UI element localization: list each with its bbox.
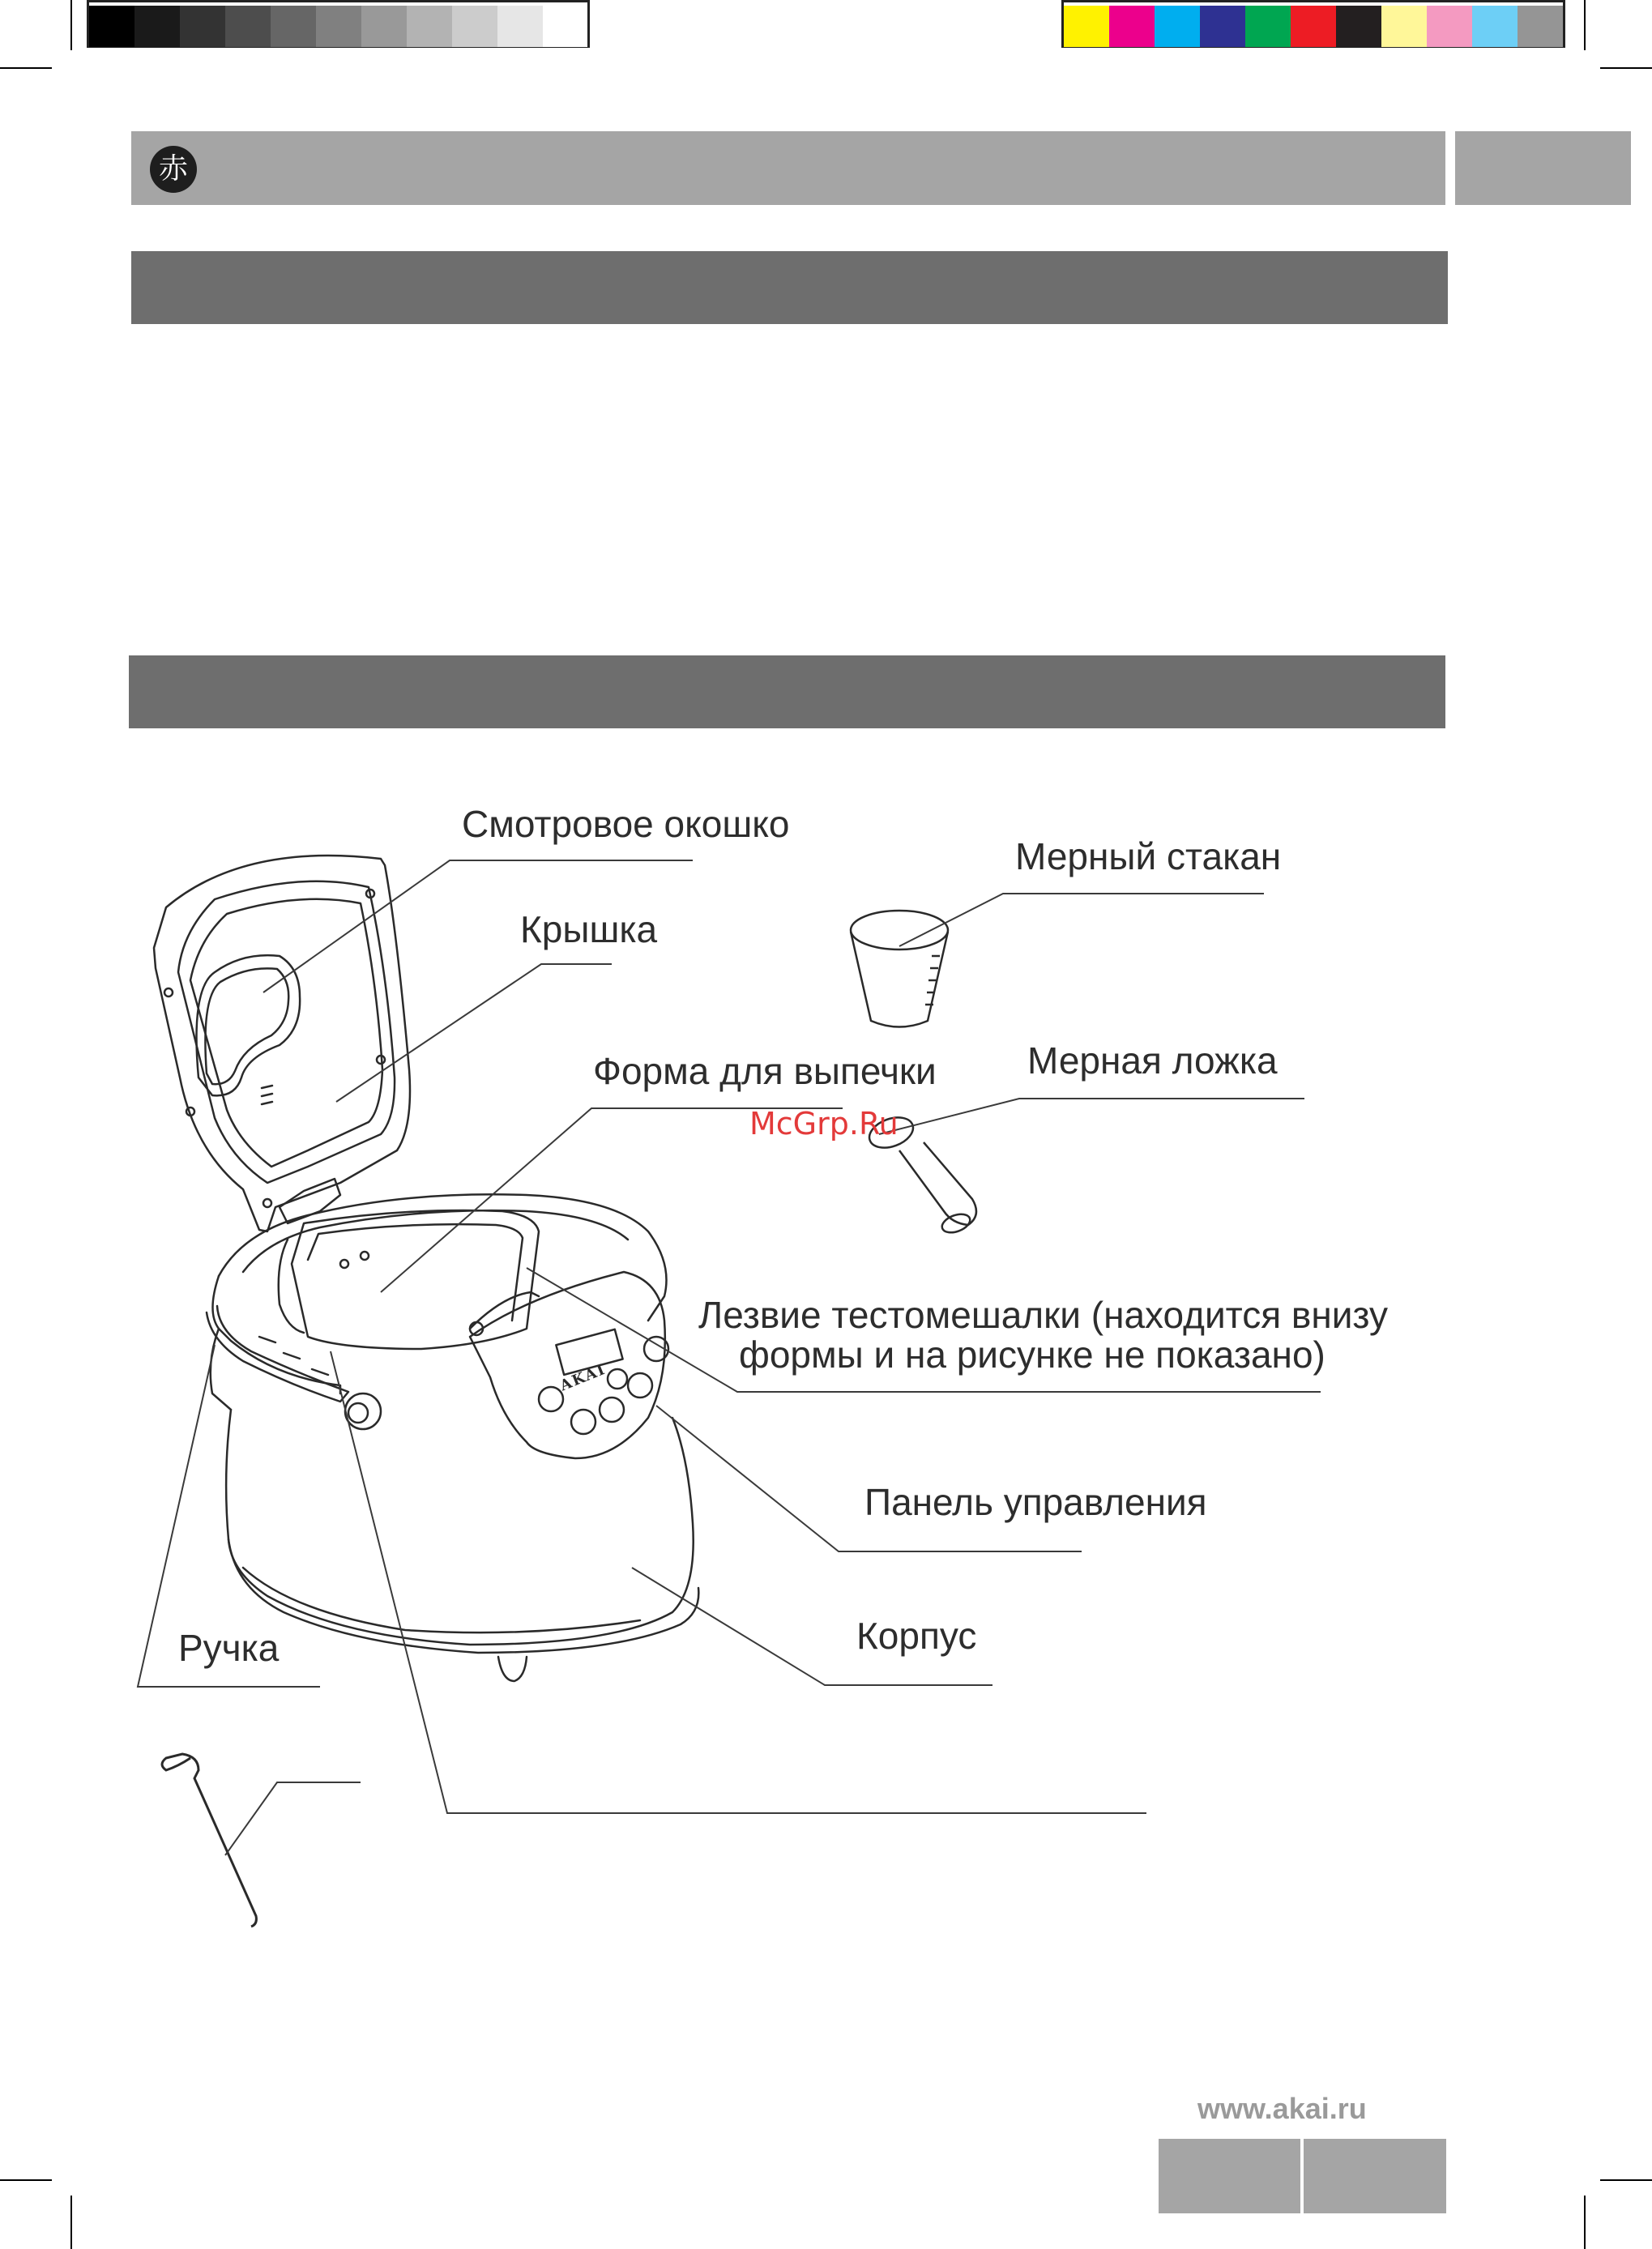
lid-screw	[164, 988, 173, 996]
cup-rim	[851, 911, 948, 950]
lid-inner-frame	[178, 881, 395, 1183]
body-rim-inner	[243, 1210, 628, 1272]
side-knob	[345, 1393, 381, 1429]
body-base	[228, 1539, 698, 1653]
control-panel-outline	[470, 1272, 665, 1458]
leader-control-panel	[656, 1406, 1082, 1551]
panel-button	[539, 1387, 563, 1411]
label-control-panel: Панель управления	[864, 1481, 1207, 1523]
body-front	[226, 1410, 694, 1645]
side-vent	[259, 1337, 328, 1375]
leader-measuring-cup	[899, 894, 1264, 946]
label-measuring-cup: Мерный стакан	[1015, 835, 1282, 877]
label-lid: Крышка	[520, 908, 658, 950]
panel-button	[600, 1398, 624, 1422]
brand-logo: AKAI	[557, 1360, 609, 1395]
label-kneading-blade-1: Лезвие тестомешалки (находится внизу	[698, 1294, 1388, 1336]
leader-pan-bottom	[331, 1351, 1146, 1813]
label-measuring-spoon: Мерная ложка	[1027, 1039, 1278, 1082]
panel-button	[571, 1410, 595, 1434]
lid-screw	[263, 1199, 271, 1207]
kneading-hook	[162, 1754, 256, 1927]
spoon-handle	[899, 1142, 976, 1225]
leader-lid	[336, 964, 612, 1102]
pan-rivet	[340, 1260, 348, 1268]
spoon-small-bowl	[940, 1210, 973, 1235]
baking-pan-inner	[308, 1224, 523, 1321]
watermark: McGrp.Ru	[749, 1106, 899, 1142]
lid-vent	[262, 1086, 272, 1104]
footer-tab-left	[1159, 2139, 1300, 2213]
handle	[207, 1306, 348, 1402]
panel-button	[608, 1369, 627, 1389]
body-top-rim	[219, 1194, 667, 1321]
label-kneading-blade-2: формы и на рисунке не показано)	[739, 1334, 1325, 1376]
body-side-left	[211, 1329, 231, 1410]
label-body: Корпус	[856, 1615, 977, 1657]
body-foot	[498, 1657, 527, 1681]
footer-tab-right	[1304, 2139, 1446, 2213]
label-baking-pan: Форма для выпечки	[593, 1050, 937, 1092]
leader-measuring-spoon	[879, 1099, 1304, 1134]
footer-website: www.akai.ru	[1197, 2092, 1367, 2125]
label-viewing-window: Смотровое окошко	[462, 803, 790, 845]
leader-hook	[225, 1782, 361, 1855]
baking-pan-outline	[292, 1210, 539, 1349]
label-handle: Ручка	[178, 1627, 280, 1669]
body-base-2	[243, 1568, 640, 1632]
pan-rivet	[361, 1252, 369, 1260]
header-glyph: 赤	[158, 152, 188, 186]
panel-button	[628, 1373, 652, 1398]
side-knob-inner	[348, 1403, 368, 1423]
